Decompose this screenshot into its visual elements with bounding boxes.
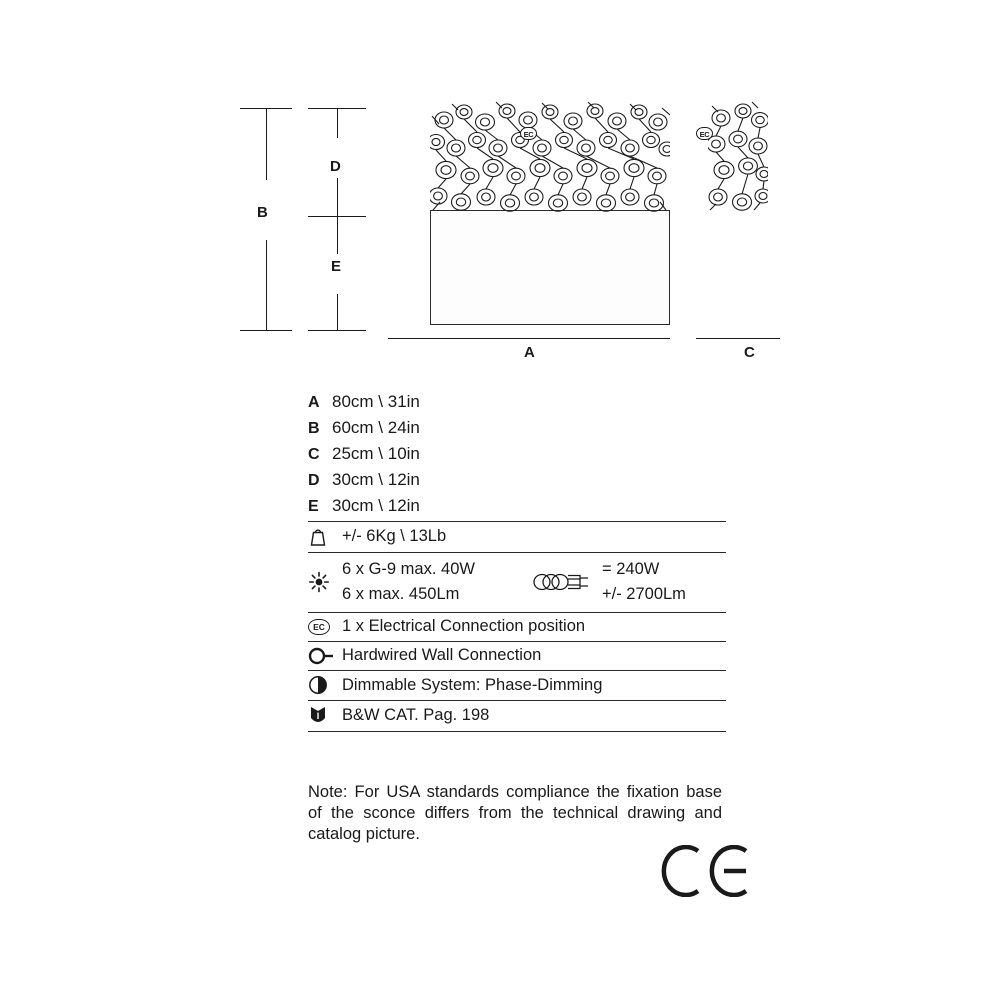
- dimmable-text: Dimmable System: Phase-Dimming: [342, 675, 603, 694]
- ec-icon-label: EC: [308, 619, 330, 635]
- dim-label-b: B: [257, 204, 269, 221]
- dimensions-block: [308, 385, 726, 522]
- dim-line-e-lower: [337, 294, 338, 330]
- dim-label-e: E: [331, 258, 342, 275]
- dimension-row: [308, 493, 726, 519]
- g9-lamp-icon: [524, 572, 602, 592]
- dimension-key: A: [308, 394, 320, 411]
- dimmable-row: [308, 671, 726, 701]
- lamp-line-2: 6 x max. 450Lm: [342, 585, 460, 603]
- dimension-value: 60cm \ 24in: [332, 418, 420, 437]
- dim-line-c: [696, 338, 780, 339]
- dim-line-b-upper: [266, 108, 267, 180]
- lamp-spec-left: [342, 557, 524, 607]
- ec-badge-front: EC: [520, 127, 537, 140]
- side-view-ornament: [708, 98, 768, 216]
- dim-label-d: D: [330, 158, 342, 175]
- dim-tick-e-bottom: [308, 330, 366, 331]
- dimension-key: C: [308, 446, 320, 463]
- dimension-key: B: [308, 420, 320, 437]
- bw-cat-icon: [308, 705, 342, 726]
- dim-label-a: A: [524, 344, 536, 361]
- dim-label-c: C: [744, 344, 756, 361]
- lamp-row: [308, 553, 726, 613]
- dimension-key: E: [308, 498, 319, 515]
- dimension-row: [308, 467, 726, 493]
- lamp-line-1: 6 x G-9 max. 40W: [342, 560, 475, 578]
- dim-line-b-lower: [266, 240, 267, 330]
- dimension-row: [308, 415, 726, 441]
- weight-row: [308, 522, 726, 553]
- dimension-value: 30cm \ 12in: [332, 470, 420, 489]
- dimension-key: D: [308, 472, 320, 489]
- dimension-value: 25cm \ 10in: [332, 444, 420, 463]
- weight-icon: [308, 526, 342, 547]
- hardwired-row: [308, 642, 726, 671]
- lamp-total-power: = 240W: [602, 560, 660, 578]
- dimension-row: [308, 441, 726, 467]
- compliance-note: Note: For USA standards compliance the fixation base of the sconce differs from the technical drawing and catalog picture.: [308, 783, 722, 843]
- dimension-row: [308, 389, 726, 415]
- ec-badge-side: EC: [696, 127, 713, 140]
- lamp-total-lumen: +/- 2700Lm: [602, 585, 686, 603]
- hardwired-text: Hardwired Wall Connection: [342, 646, 542, 664]
- ec-icon: [308, 619, 342, 635]
- weight-text: +/- 6Kg \ 13Lb: [342, 527, 447, 545]
- ce-mark: [660, 845, 750, 902]
- hardwired-icon: [308, 647, 342, 665]
- dimension-value: 80cm \ 31in: [332, 392, 420, 411]
- dim-line-d-lower: [337, 178, 338, 216]
- dim-tick-b-bottom: [240, 330, 292, 331]
- dim-line-a: [388, 338, 670, 339]
- dim-line-e-upper: [337, 216, 338, 254]
- specifications-table: [308, 385, 726, 732]
- dim-line-d-upper: [337, 108, 338, 138]
- front-view-body: [430, 210, 670, 325]
- catalog-row: [308, 701, 726, 732]
- technical-drawing: [230, 80, 790, 370]
- front-view-ornament: [430, 98, 670, 216]
- dimension-value: 30cm \ 12in: [332, 496, 420, 515]
- catalog-text: B&W CAT. Pag. 198: [342, 706, 490, 724]
- dimmer-icon: [308, 675, 342, 695]
- bulb-sun-icon: [308, 570, 342, 594]
- electrical-connection-row: [308, 613, 726, 642]
- electrical-connection-text: 1 x Electrical Connection position: [342, 617, 586, 635]
- lamp-spec-right: [602, 557, 686, 607]
